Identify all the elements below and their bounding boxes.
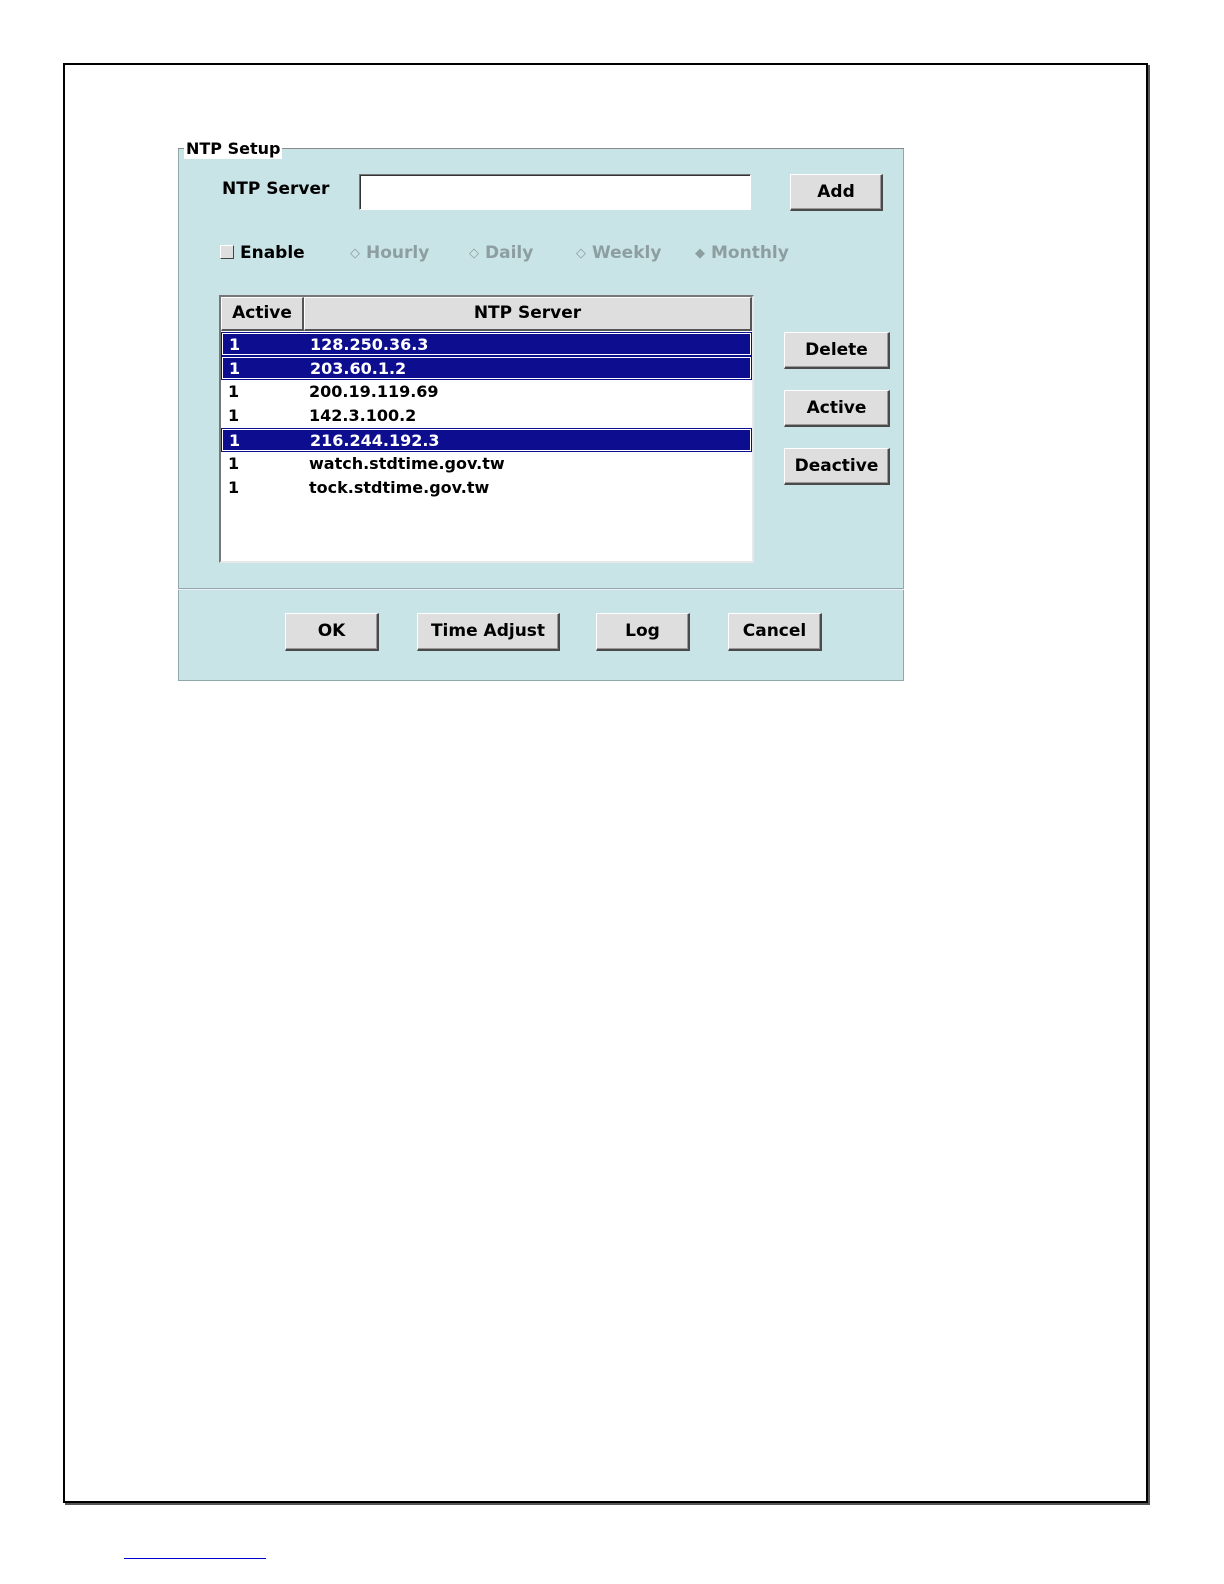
table-row[interactable]: [222, 405, 751, 427]
cell-ntp-server: 128.250.36.3: [310, 335, 429, 354]
table-row[interactable]: [222, 381, 751, 403]
radio-hourly[interactable]: [350, 243, 429, 264]
cell-active: 1: [228, 454, 240, 473]
ntp-server-input[interactable]: [359, 174, 751, 210]
cell-active: 1: [229, 431, 241, 450]
enable-label: Enable: [240, 243, 305, 263]
radio-weekly[interactable]: [576, 243, 661, 264]
group-title: NTP Setup: [186, 139, 281, 158]
ntp-server-table[interactable]: [219, 295, 754, 563]
footer-separator: [178, 588, 904, 590]
cell-ntp-server: 200.19.119.69: [309, 382, 439, 401]
radio-diamond-icon: ◇: [576, 246, 586, 261]
table-row[interactable]: [222, 357, 751, 379]
radio-selected-icon: ◆: [695, 246, 705, 261]
checkbox-icon: [220, 245, 234, 259]
cell-ntp-server: watch.stdtime.gov.tw: [309, 454, 505, 473]
table-row[interactable]: [222, 333, 751, 355]
table-row[interactable]: [222, 477, 751, 499]
radio-diamond-icon: ◇: [350, 246, 360, 261]
cell-active: 1: [228, 406, 240, 425]
cell-active: 1: [229, 359, 241, 378]
ok-button[interactable]: OK: [285, 613, 379, 651]
cell-ntp-server: 203.60.1.2: [310, 359, 407, 378]
radio-monthly[interactable]: [695, 243, 789, 264]
column-header-active[interactable]: Active: [221, 297, 304, 331]
radio-daily[interactable]: [469, 243, 533, 264]
table-row[interactable]: [222, 429, 751, 451]
cell-ntp-server: 216.244.192.3: [310, 431, 440, 450]
add-button[interactable]: Add: [790, 174, 883, 211]
ntp-server-label: NTP Server: [222, 179, 330, 199]
time-adjust-button[interactable]: Time Adjust: [417, 613, 560, 651]
cancel-button[interactable]: Cancel: [728, 613, 822, 651]
cell-ntp-server: tock.stdtime.gov.tw: [309, 478, 490, 497]
cell-ntp-server: 142.3.100.2: [309, 406, 417, 425]
log-button[interactable]: Log: [596, 613, 690, 651]
radio-hourly-label: Hourly: [366, 243, 430, 263]
cell-active: 1: [228, 478, 240, 497]
radio-monthly-label: Monthly: [711, 243, 789, 263]
active-button[interactable]: Active: [784, 390, 890, 427]
radio-daily-label: Daily: [485, 243, 534, 263]
radio-weekly-label: Weekly: [592, 243, 662, 263]
column-header-ntp-server[interactable]: NTP Server: [304, 297, 752, 331]
group-border: [178, 148, 904, 149]
delete-button[interactable]: Delete: [784, 332, 890, 369]
cell-active: 1: [229, 335, 241, 354]
footnote-separator: [124, 1558, 266, 1559]
cell-active: 1: [228, 382, 240, 401]
radio-diamond-icon: ◇: [469, 246, 479, 261]
enable-checkbox[interactable]: [220, 243, 305, 263]
deactive-button[interactable]: Deactive: [784, 448, 890, 485]
table-row[interactable]: [222, 453, 751, 475]
